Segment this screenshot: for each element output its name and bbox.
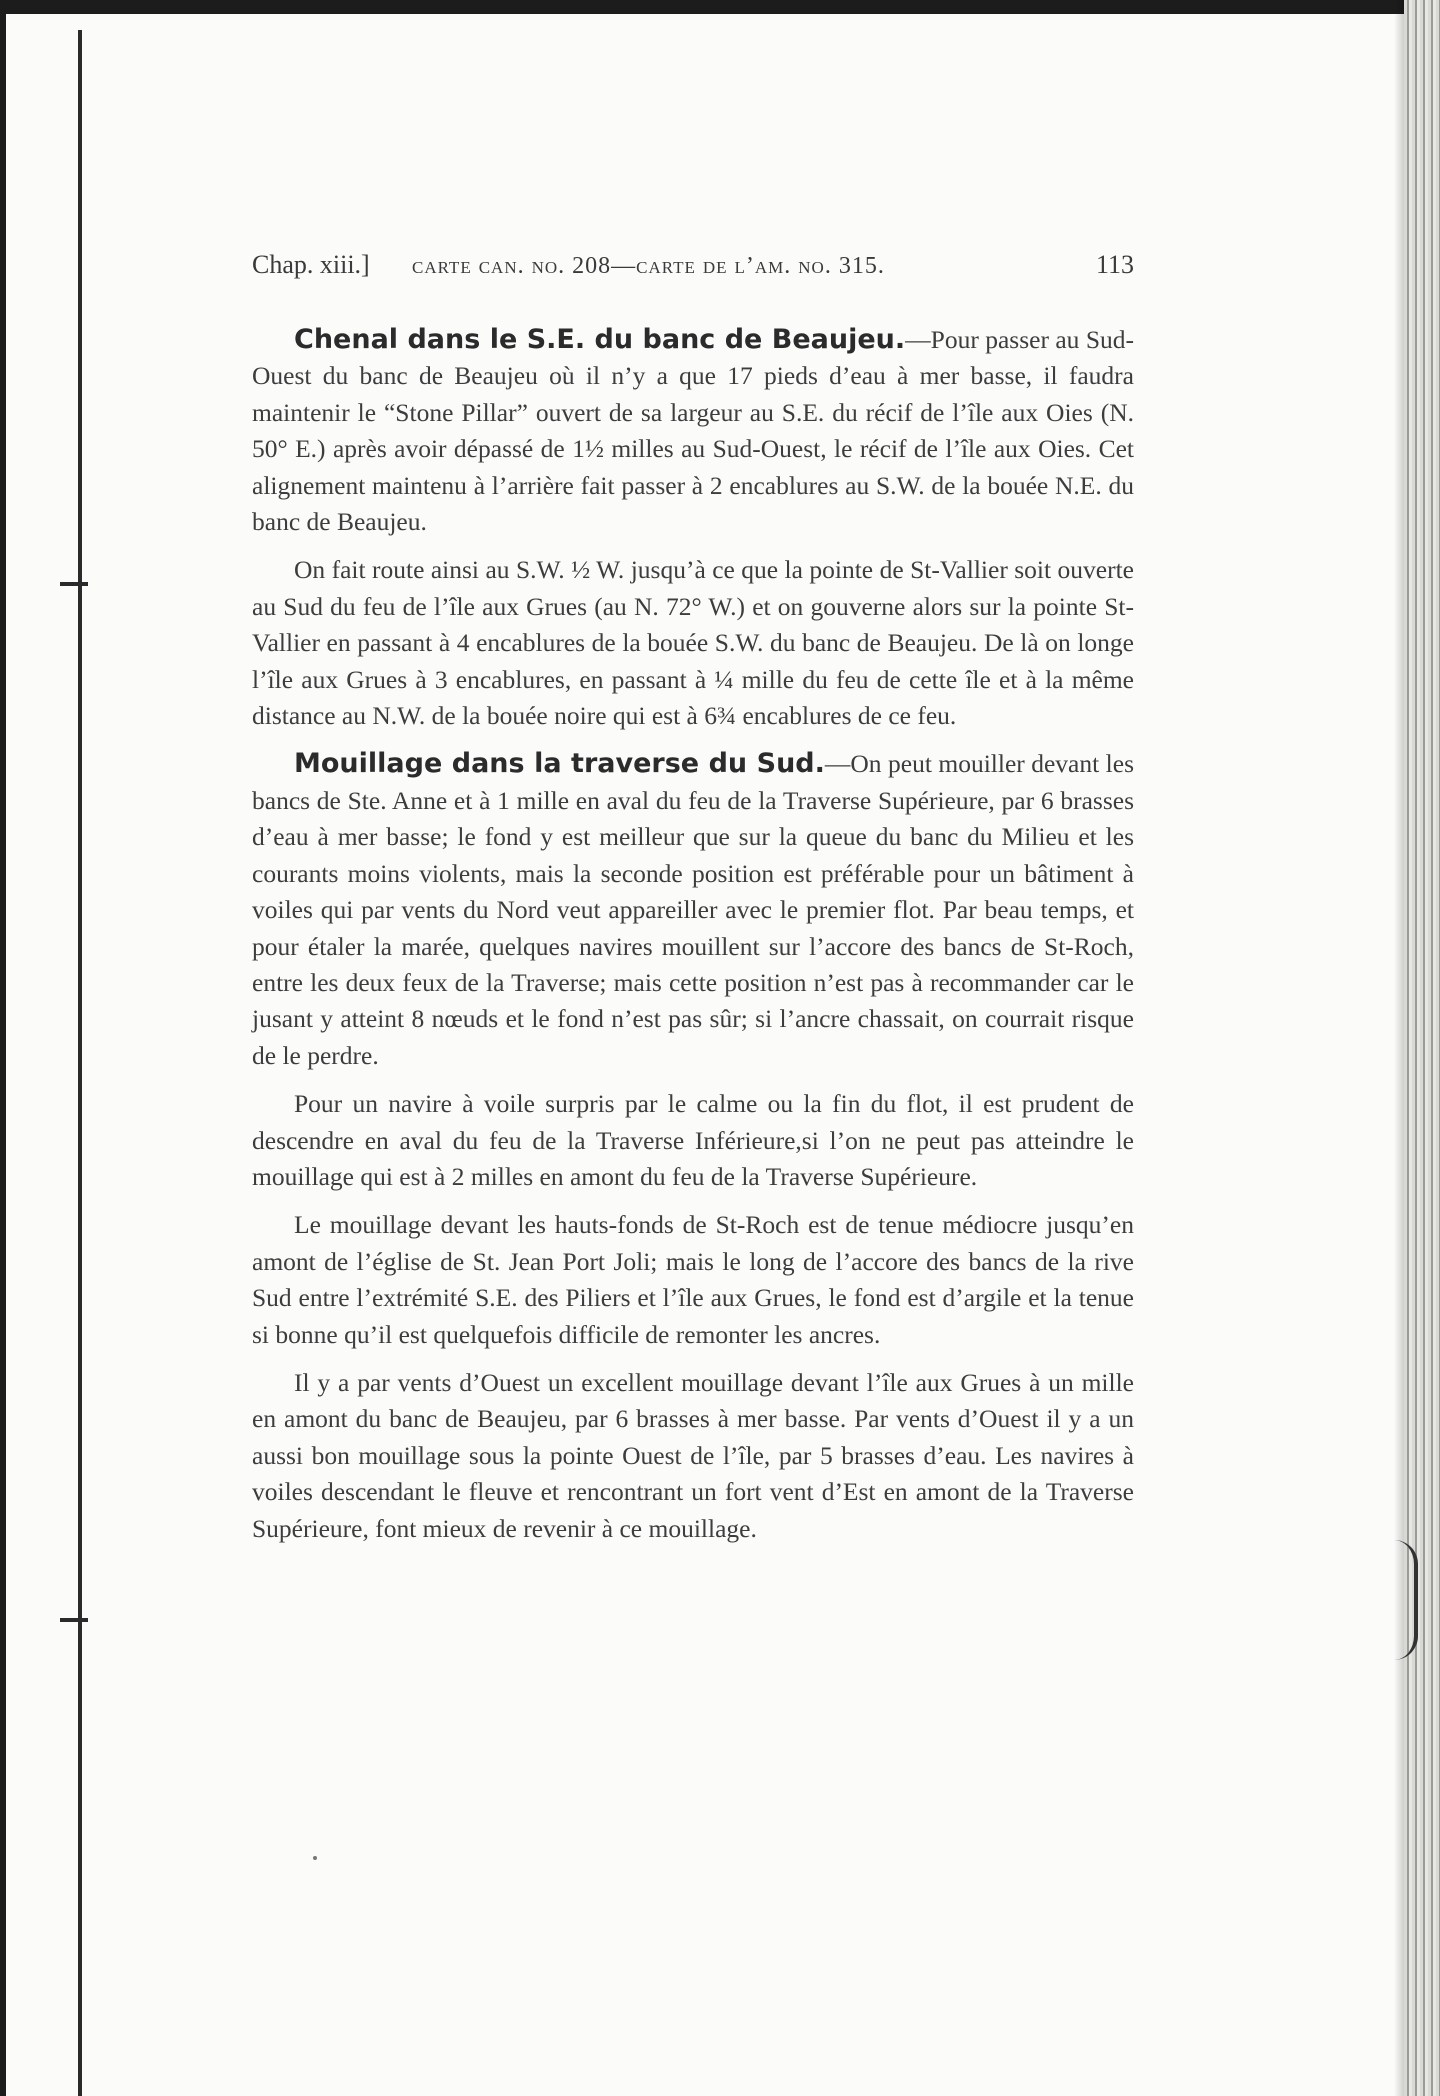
section-heading: Mouillage dans la traverse du Sud. (294, 748, 825, 780)
section-heading: Chenal dans le S.E. du banc de Beaujeu. (294, 324, 906, 355)
paragraph-text: —Pour passer au Sud-Ouest du banc de Beaujeu où il n’y a que 17 pieds d’eau à mer basse, il faudra maintenir le “Stone Pillar” ouvert de sa largeur au S.E. du récif de l’île aux Oies (N. 50° E.) après avoir dépassé de 1½ milles au Sud-Ouest, le récif de l’île aux Oies. Cet alignement maintenu à l’arrière fait passer à 2 encablures au S.W. de la bouée N.E. du banc de Beaujeu. (252, 325, 1135, 537)
paragraph (252, 552, 1134, 734)
body-text (252, 322, 1134, 1559)
header-title: carte can. no. 208—carte de l’am. no. 315. (412, 253, 885, 279)
binding-tick (60, 1618, 88, 1622)
paragraph (252, 1086, 1134, 1195)
paragraph-text: On fait route ainsi au S.W. ½ W. jusqu’à ce que la pointe de St-Vallier soit ouverte au Sud du feu de l’île aux Grues (au N. 72° W.) et on gouverne alors sur la pointe St-Vallier en passant à 4 encablures de la bouée S.W. du banc de Beaujeu. De là on longe l’île aux Grues à 3 encablures, en passant à ¼ mille du feu de cette île et à la même distance au N.W. de la bouée noire qui est à 6¾ encablures de ce feu. (252, 555, 1134, 731)
paragraph (252, 746, 1134, 1074)
paragraph-text: Le mouillage devant les hauts-fonds de St-Roch est de tenue médiocre jusqu’en amont de l’église de St. Jean Port Joli; mais le long de l’accore des bancs de la rive Sud entre l’extrémité S.E. des Piliers et l’île aux Grues, le fond est d’argile et la tenue si bonne qu’il est quelquefois difficile de remonter les ancres. (252, 1210, 1134, 1349)
page-edge-curl (1388, 1540, 1418, 1660)
page-edges (1404, 0, 1440, 2096)
running-header (252, 250, 1134, 290)
chapter-label: Chap. xiii.] (252, 250, 370, 279)
binding-tick (60, 582, 88, 586)
paragraph (252, 1365, 1134, 1547)
paragraph-text: —On peut mouiller devant les bancs de Ste. Anne et à 1 mille en aval du feu de la Traverse Supérieure, par 6 brasses d’eau à mer basse; le fond y est meilleur que sur la queue du banc du Milieu et les courants moins violents, mais la seconde position est préférable pour un bâtiment à voiles qui par vents du Nord veut appareiller avec le premier flot. Par beau temps, et pour étaler la marée, quelques navires mouillent sur l’accore des bancs de St-Roch, entre les deux feux de la Traverse; mais cette position n’est pas à recommander car le jusant y atteint 8 nœuds et le fond n’est pas sûr; si l’ancre chassait, on courrait risque de le perdre. (252, 749, 1134, 1070)
page-number: 113 (1095, 250, 1134, 279)
paragraph-text: Il y a par vents d’Ouest un excellent mouillage devant l’île aux Grues à un mille en amont du banc de Beaujeu, par 6 brasses à mer basse. Par vents d’Ouest il y a un aussi bon mouillage sous la pointe Ouest de l’île, par 5 brasses d’eau. Les navires à voiles descendant le fleuve et rencontrant un fort vent d’Est en amont de la Traverse Supérieure, font mieux de revenir à ce mouillage. (252, 1367, 1134, 1543)
paragraph (252, 322, 1134, 540)
paragraph-text: Pour un navire à voile surpris par le calme ou la fin du flot, il est prudent de descendre en aval du feu de la Traverse Inférieure,si l’on ne peut pas atteindre le mouillage qui est à 2 milles en amont du feu de la Traverse Supérieure. (252, 1089, 1134, 1191)
binding-line (78, 30, 82, 2096)
ink-speck (313, 1856, 317, 1860)
paragraph (252, 1207, 1134, 1353)
